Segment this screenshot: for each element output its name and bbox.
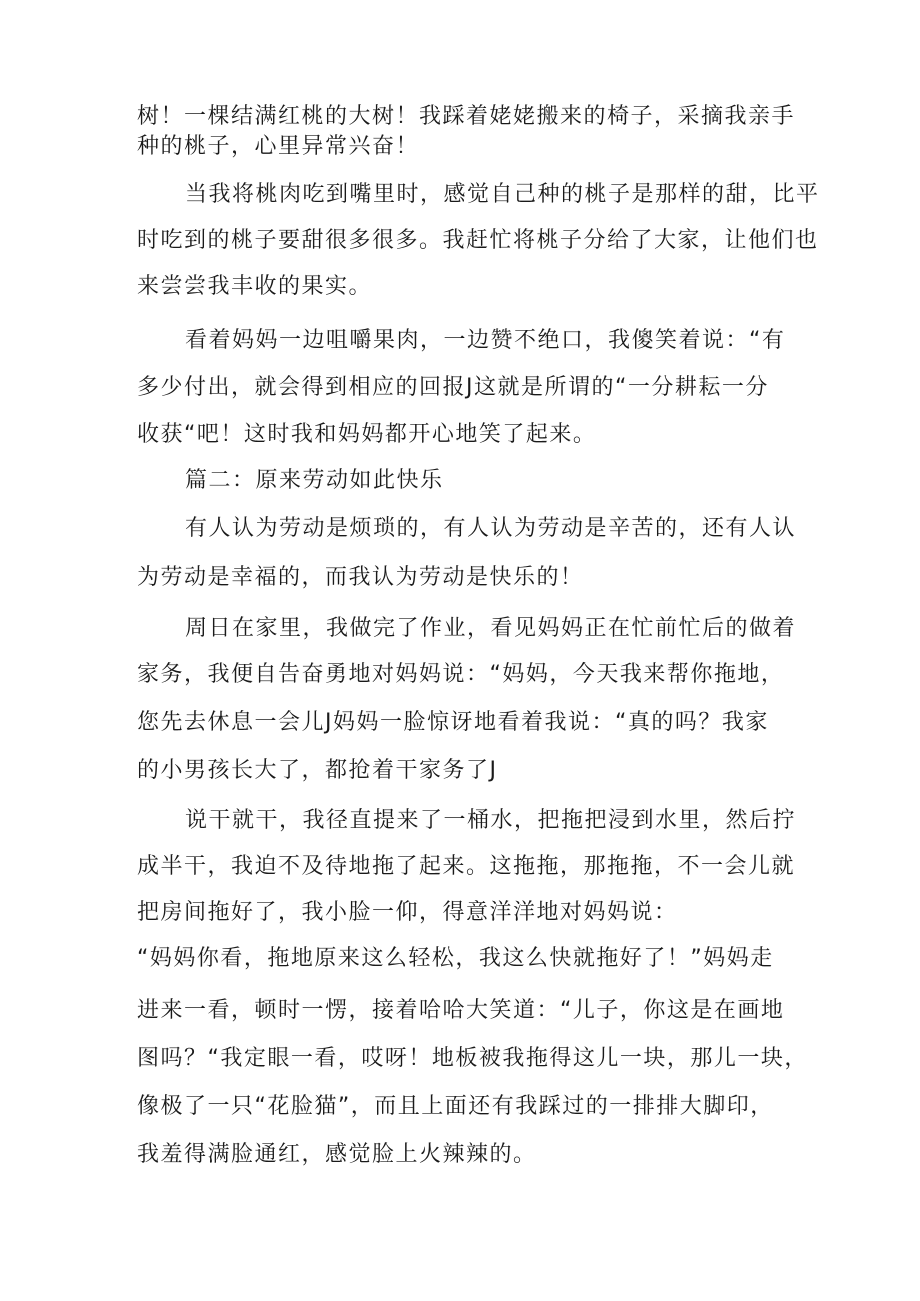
text-line: 树！一棵结满红桃的大树！我踩着姥姥搬来的椅子，采摘我亲手: [137, 104, 796, 129]
text-line: 多少付出，就会得到相应的回报J这就是所谓的“一分耕耘一分: [137, 375, 769, 400]
text-line: 种的桃子，心里异常兴奋！: [137, 134, 420, 159]
paragraph-first-line: 看着妈妈一边咀嚼果肉，一边赞不绝口，我傻笑着说：“有: [185, 328, 786, 353]
text-line: 来尝尝我丰收的果实。: [137, 274, 373, 299]
section-heading: 篇二：原来劳动如此快乐: [185, 468, 444, 493]
text-line: 进来一看，顿时一愣，接着哈哈大笑道：“儿子，你这是在画地: [137, 998, 785, 1023]
paragraph-first-line: 说干就干，我径直提来了一桶水，把拖把浸到水里，然后拧: [185, 808, 797, 833]
paragraph-first-line: 当我将桃肉吃到嘴里时，感觉自己种的桃子是那样的甜，比平: [185, 182, 820, 207]
text-line: 收获“吧！这时我和妈妈都开心地笑了起来。: [137, 422, 597, 447]
text-line: 家务，我便自告奋勇地对妈妈说：“妈妈，今天我来帮你拖地，: [137, 662, 785, 687]
text-line: 的小男孩长大了，都抢着干家务了J: [137, 758, 498, 783]
text-line: 您先去休息一会儿J妈妈一脸惊讶地看着我说：“真的吗？我家: [137, 710, 769, 735]
text-line: “妈妈你看，拖地原来这么轻松，我这么快就拖好了！”妈妈走: [137, 946, 774, 971]
paragraph-first-line: 周日在家里，我做完了作业，看见妈妈正在忙前忙后的做着: [185, 616, 797, 641]
text-line: 时吃到的桃子要甜很多很多。我赶忙将桃子分给了大家，让他们也: [137, 228, 819, 253]
text-line: 为劳动是幸福的，而我认为劳动是快乐的！: [137, 565, 584, 590]
paragraph-first-line: 有人认为劳动是烦琐的，有人认为劳动是辛苦的，还有人认: [185, 516, 797, 541]
text-line: 把房间拖好了，我小脸一仰，得意洋洋地对妈妈说：: [137, 900, 678, 925]
text-line: 像极了一只“花脸猫”，而且上面还有我踩过的一排排大脚印，: [137, 1094, 774, 1119]
text-line: 我羞得满脸通红，感觉脸上火辣辣的。: [137, 1142, 537, 1167]
text-line: 图吗？“我定眼一看，哎呀！地板被我拖得这儿一块，那儿一块，: [137, 1046, 808, 1071]
text-line: 成半干，我迫不及待地拖了起来。这拖拖，那拖拖，不一会儿就: [137, 854, 796, 879]
